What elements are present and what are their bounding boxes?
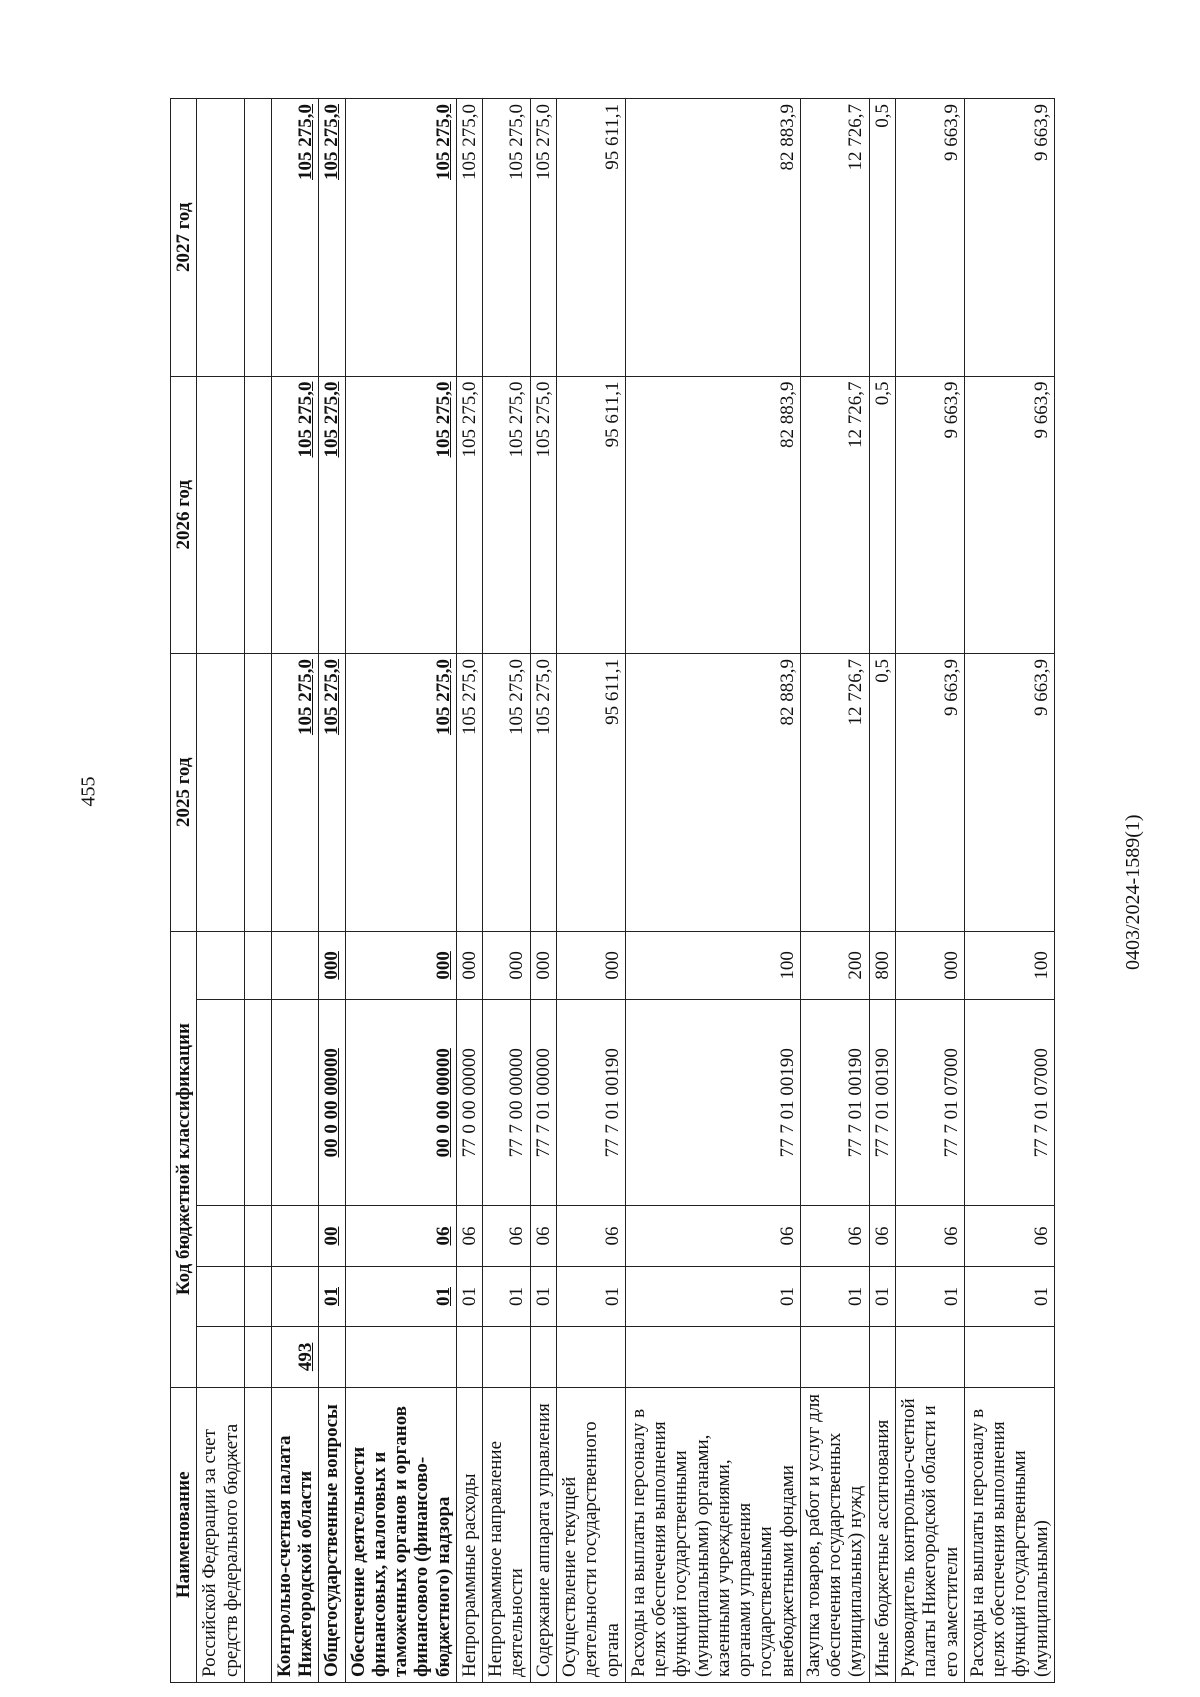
row-code-expense-cell: 200 bbox=[800, 931, 869, 1000]
row-2025-cell: 82 883,9 bbox=[625, 654, 800, 932]
row-code-target-cell: 77 7 01 07000 bbox=[895, 1000, 964, 1206]
header-2025: 2025 год bbox=[171, 654, 197, 932]
row-code-admin-cell bbox=[244, 1327, 271, 1387]
table-row bbox=[319, 99, 345, 1683]
row-2025-cell: 105 275,0 bbox=[530, 654, 556, 932]
row-code-section-cell: 01 bbox=[895, 1266, 964, 1326]
table-row bbox=[869, 99, 895, 1683]
row-2027-cell: 82 883,9 bbox=[625, 99, 800, 377]
header-2026: 2026 год bbox=[171, 376, 197, 654]
row-2027-cell: 105 275,0 bbox=[345, 99, 456, 377]
table-row bbox=[197, 99, 245, 1683]
row-code-expense-cell: 000 bbox=[345, 931, 456, 1000]
row-2025-cell: 105 275,0 bbox=[456, 654, 482, 932]
row-code-subsection-cell: 06 bbox=[345, 1206, 456, 1266]
row-2026-cell: 9 663,9 bbox=[895, 376, 964, 654]
row-code-admin-cell bbox=[895, 1327, 964, 1387]
table-row bbox=[530, 99, 556, 1683]
table-row bbox=[244, 99, 271, 1683]
row-code-subsection-cell: 06 bbox=[556, 1206, 625, 1266]
row-2025-cell: 105 275,0 bbox=[319, 654, 345, 932]
row-2025-cell: 95 611,1 bbox=[556, 654, 625, 932]
row-2026-cell: 95 611,1 bbox=[556, 376, 625, 654]
row-code-expense-cell: 000 bbox=[483, 931, 531, 1000]
row-code-section-cell: 01 bbox=[456, 1266, 482, 1326]
row-code-admin-cell: 493 bbox=[271, 1327, 319, 1387]
row-code-target-cell: 77 7 01 00190 bbox=[556, 1000, 625, 1206]
row-code-expense-cell bbox=[244, 931, 271, 1000]
table-row bbox=[556, 99, 625, 1683]
page-number: 455 bbox=[77, 776, 100, 807]
row-name-cell bbox=[244, 1387, 271, 1682]
row-code-admin-cell bbox=[556, 1327, 625, 1387]
row-code-target-cell: 77 7 01 00000 bbox=[530, 1000, 556, 1206]
row-2027-cell: 12 726,7 bbox=[800, 99, 869, 377]
row-2025-cell: 105 275,0 bbox=[271, 654, 319, 932]
row-code-subsection-cell: 06 bbox=[964, 1206, 1054, 1266]
row-2026-cell: 12 726,7 bbox=[800, 376, 869, 654]
row-code-section-cell: 01 bbox=[530, 1266, 556, 1326]
row-2026-cell: 105 275,0 bbox=[483, 376, 531, 654]
row-code-subsection-cell: 06 bbox=[800, 1206, 869, 1266]
row-code-subsection-cell: 06 bbox=[625, 1206, 800, 1266]
row-code-expense-cell: 000 bbox=[319, 931, 345, 1000]
row-code-subsection-cell bbox=[197, 1206, 245, 1266]
row-name-cell: Иные бюджетные ассигнования bbox=[869, 1387, 895, 1682]
table-row bbox=[895, 99, 964, 1683]
row-code-expense-cell: 100 bbox=[625, 931, 800, 1000]
row-2026-cell: 105 275,0 bbox=[530, 376, 556, 654]
row-code-admin-cell bbox=[625, 1327, 800, 1387]
row-2026-cell: 82 883,9 bbox=[625, 376, 800, 654]
row-code-subsection-cell: 06 bbox=[895, 1206, 964, 1266]
row-name-cell: Закупка товаров, работ и услуг для обеспечения государственных (муниципальных) нужд bbox=[800, 1387, 869, 1682]
row-2025-cell: 12 726,7 bbox=[800, 654, 869, 932]
row-code-section-cell: 01 bbox=[556, 1266, 625, 1326]
row-2025-cell: 105 275,0 bbox=[483, 654, 531, 932]
row-code-section-cell: 01 bbox=[964, 1266, 1054, 1326]
row-code-target-cell: 77 7 00 00000 bbox=[483, 1000, 531, 1206]
row-code-section-cell: 01 bbox=[625, 1266, 800, 1326]
row-code-admin-cell bbox=[869, 1327, 895, 1387]
row-code-section-cell: 01 bbox=[483, 1266, 531, 1326]
row-code-admin-cell bbox=[197, 1327, 245, 1387]
row-2027-cell: 0,5 bbox=[869, 99, 895, 377]
row-code-section-cell: 01 bbox=[319, 1266, 345, 1326]
row-2027-cell: 105 275,0 bbox=[271, 99, 319, 377]
row-2027-cell: 105 275,0 bbox=[530, 99, 556, 377]
header-name: Наименование bbox=[171, 1387, 197, 1682]
row-code-target-cell: 00 0 00 00000 bbox=[345, 1000, 456, 1206]
row-2026-cell bbox=[244, 376, 271, 654]
row-code-section-cell: 01 bbox=[869, 1266, 895, 1326]
row-name-cell: Непрограммные расходы bbox=[456, 1387, 482, 1682]
row-code-expense-cell: 100 bbox=[964, 931, 1054, 1000]
table-row bbox=[800, 99, 869, 1683]
row-code-target-cell bbox=[271, 1000, 319, 1206]
row-code-target-cell bbox=[244, 1000, 271, 1206]
row-2026-cell: 105 275,0 bbox=[319, 376, 345, 654]
row-code-admin-cell bbox=[483, 1327, 531, 1387]
row-code-section-cell: 01 bbox=[345, 1266, 456, 1326]
row-code-target-cell: 77 7 01 00190 bbox=[869, 1000, 895, 1206]
row-name-cell: Расходы на выплаты персоналу в целях обеспечения выполнения функций государственными (муниципальными) органами, казенными учреждениями, органами управления государственными внебюджетными фондами bbox=[625, 1387, 800, 1682]
row-code-subsection-cell: 06 bbox=[456, 1206, 482, 1266]
rotated-table-container bbox=[170, 98, 1052, 1683]
row-2025-cell: 9 663,9 bbox=[895, 654, 964, 932]
row-2026-cell: 105 275,0 bbox=[456, 376, 482, 654]
row-code-admin-cell bbox=[345, 1327, 456, 1387]
row-code-expense-cell bbox=[197, 931, 245, 1000]
row-code-expense-cell: 000 bbox=[556, 931, 625, 1000]
row-name-cell: Содержание аппарата управления bbox=[530, 1387, 556, 1682]
row-2025-cell bbox=[197, 654, 245, 932]
row-code-expense-cell: 000 bbox=[456, 931, 482, 1000]
table-row bbox=[483, 99, 531, 1683]
row-name-cell: Российской Федерации за счет средств федерального бюджета bbox=[197, 1387, 245, 1682]
row-code-subsection-cell: 06 bbox=[530, 1206, 556, 1266]
row-2027-cell: 9 663,9 bbox=[895, 99, 964, 377]
row-code-target-cell: 77 7 01 07000 bbox=[964, 1000, 1054, 1206]
document-code: 0403/2024-1589(1) bbox=[1122, 814, 1144, 970]
row-code-admin-cell bbox=[456, 1327, 482, 1387]
row-2027-cell: 95 611,1 bbox=[556, 99, 625, 377]
row-name-cell: Непрограммное направление деятельности bbox=[483, 1387, 531, 1682]
row-code-section-cell bbox=[244, 1266, 271, 1326]
row-code-section-cell: 01 bbox=[800, 1266, 869, 1326]
row-2025-cell: 105 275,0 bbox=[345, 654, 456, 932]
header-code-group: Код бюджетной классификации bbox=[171, 931, 197, 1387]
header-row bbox=[171, 99, 197, 1683]
row-2027-cell bbox=[244, 99, 271, 377]
row-code-expense-cell: 000 bbox=[530, 931, 556, 1000]
row-2027-cell bbox=[197, 99, 245, 377]
row-code-target-cell: 00 0 00 00000 bbox=[319, 1000, 345, 1206]
row-name-cell: Общегосударственные вопросы bbox=[319, 1387, 345, 1682]
row-code-expense-cell bbox=[271, 931, 319, 1000]
row-code-expense-cell: 800 bbox=[869, 931, 895, 1000]
row-code-target-cell: 77 7 01 00190 bbox=[625, 1000, 800, 1206]
header-2027: 2027 год bbox=[171, 99, 197, 377]
row-code-target-cell bbox=[197, 1000, 245, 1206]
table-row bbox=[271, 99, 319, 1683]
table-row bbox=[625, 99, 800, 1683]
row-code-subsection-cell: 06 bbox=[483, 1206, 531, 1266]
row-2025-cell bbox=[244, 654, 271, 932]
row-2026-cell: 105 275,0 bbox=[271, 376, 319, 654]
row-code-expense-cell: 000 bbox=[895, 931, 964, 1000]
row-code-admin-cell bbox=[530, 1327, 556, 1387]
row-code-admin-cell bbox=[800, 1327, 869, 1387]
row-2026-cell: 0,5 bbox=[869, 376, 895, 654]
budget-table bbox=[170, 98, 1055, 1683]
row-code-subsection-cell: 06 bbox=[869, 1206, 895, 1266]
row-code-section-cell bbox=[197, 1266, 245, 1326]
row-2027-cell: 105 275,0 bbox=[456, 99, 482, 377]
row-2026-cell: 105 275,0 bbox=[345, 376, 456, 654]
row-code-target-cell: 77 0 00 00000 bbox=[456, 1000, 482, 1206]
row-2025-cell: 9 663,9 bbox=[964, 654, 1054, 932]
row-code-section-cell bbox=[271, 1266, 319, 1326]
table-body bbox=[197, 99, 1055, 1683]
row-name-cell: Контрольно-счетная палата Нижегородской области bbox=[271, 1387, 319, 1682]
row-code-subsection-cell: 00 bbox=[319, 1206, 345, 1266]
row-2027-cell: 9 663,9 bbox=[964, 99, 1054, 377]
row-2027-cell: 105 275,0 bbox=[319, 99, 345, 377]
row-code-admin-cell bbox=[964, 1327, 1054, 1387]
table-row bbox=[964, 99, 1054, 1683]
row-code-subsection-cell bbox=[271, 1206, 319, 1266]
row-code-target-cell: 77 7 01 00190 bbox=[800, 1000, 869, 1206]
row-2027-cell: 105 275,0 bbox=[483, 99, 531, 377]
row-2025-cell: 0,5 bbox=[869, 654, 895, 932]
row-name-cell: Руководитель контрольно-счетной палаты Нижегородской области и его заместители bbox=[895, 1387, 964, 1682]
row-2026-cell: 9 663,9 bbox=[964, 376, 1054, 654]
table-row bbox=[456, 99, 482, 1683]
row-2026-cell bbox=[197, 376, 245, 654]
row-code-subsection-cell bbox=[244, 1206, 271, 1266]
row-code-admin-cell bbox=[319, 1327, 345, 1387]
table-row bbox=[345, 99, 456, 1683]
row-name-cell: Расходы на выплаты персоналу в целях обеспечения выполнения функций государственными (муниципальными) bbox=[964, 1387, 1054, 1682]
row-name-cell: Обеспечение деятельности финансовых, налоговых и таможенных органов и органов финансового (финансово-бюджетного) надзора bbox=[345, 1387, 456, 1682]
row-name-cell: Осуществление текущей деятельности государственного органа bbox=[556, 1387, 625, 1682]
